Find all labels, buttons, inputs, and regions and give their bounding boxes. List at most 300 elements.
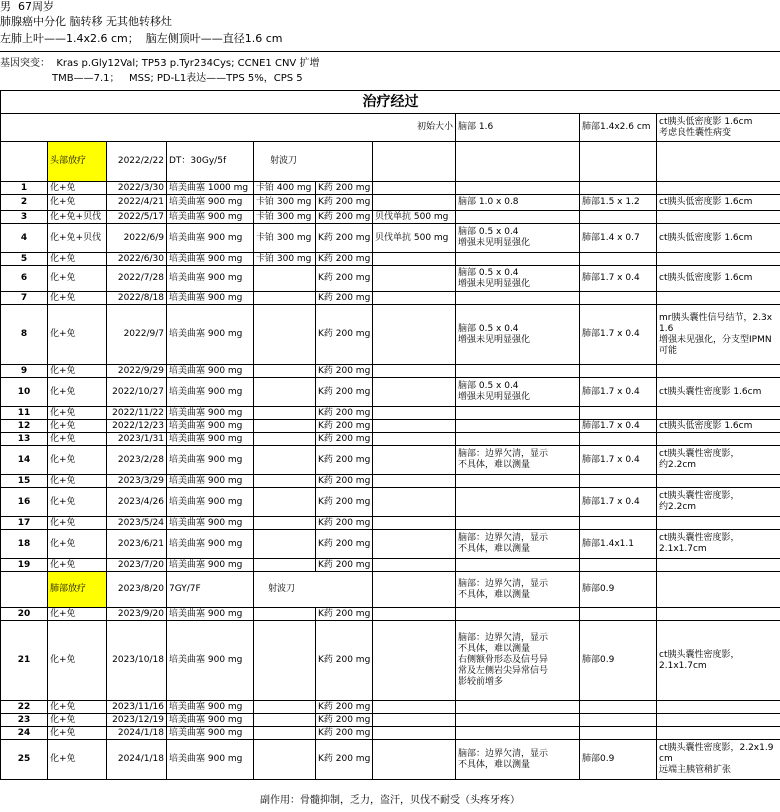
divider <box>0 51 780 52</box>
table-row <box>1 740 780 780</box>
lung-finding <box>580 714 657 727</box>
drug-bevacizumab <box>373 182 456 195</box>
brain-finding <box>456 488 580 517</box>
empty-cell <box>657 572 780 608</box>
regimen: 化+免 <box>48 621 107 701</box>
lung-finding: 肺部0.9 <box>580 621 657 701</box>
drug-pembrolizumab: K药 200 mg <box>316 420 373 433</box>
drug-bevacizumab <box>373 517 456 530</box>
regimen: 化+免 <box>48 530 107 559</box>
cycle-number: 2 <box>1 195 48 211</box>
treatment-date: 2022/7/28 <box>107 266 167 292</box>
drug-carboplatin <box>254 714 316 727</box>
drug-pemetrexed: 培美曲塞 900 mg <box>167 608 254 621</box>
drug-bevacizumab <box>373 530 456 559</box>
empty-cell <box>373 572 456 608</box>
ct-finding <box>657 727 780 740</box>
drug-pembrolizumab: K药 200 mg <box>316 714 373 727</box>
drug-carboplatin <box>254 701 316 714</box>
drug-pembrolizumab: K药 200 mg <box>316 727 373 740</box>
treatment-date: 2023/2/28 <box>107 446 167 475</box>
table-row <box>1 488 780 517</box>
treatment-date: 2022/10/27 <box>107 378 167 407</box>
cycle-number: 14 <box>1 446 48 475</box>
initial-lung: 肺部1.4x2.6 cm <box>580 114 657 142</box>
brain-finding <box>456 608 580 621</box>
drug-carboplatin: 卡铂 300 mg <box>254 195 316 211</box>
drug-carboplatin <box>254 740 316 780</box>
brain-finding <box>456 714 580 727</box>
ct-finding: ct胰头囊性密度影 1.6cm <box>657 378 780 407</box>
drug-pembrolizumab: K药 200 mg <box>316 475 373 488</box>
drug-pemetrexed: 培美曲塞 900 mg <box>167 211 254 224</box>
treatment-date: 2022/6/9 <box>107 224 167 253</box>
lung-finding: 肺部1.7 x 0.4 <box>580 266 657 292</box>
cycle-number: 13 <box>1 433 48 446</box>
drug-pembrolizumab: K药 200 mg <box>316 488 373 517</box>
lung-finding: 肺部1.4 x 0.7 <box>580 224 657 253</box>
drug-pemetrexed: 培美曲塞 900 mg <box>167 714 254 727</box>
ct-finding <box>657 517 780 530</box>
brain-finding: 脑部 0.5 x 0.4 增强未见明显强化 <box>456 224 580 253</box>
treatment-date: 2022/9/29 <box>107 365 167 378</box>
cycle-number: 25 <box>1 740 48 780</box>
table-row <box>1 266 780 292</box>
initial-ct: ct胰头低密度影 1.6cm 考虑良性囊性病变 <box>657 114 780 142</box>
regimen: 化+免 <box>48 727 107 740</box>
ct-finding <box>657 292 780 305</box>
treatment-date: 2022/8/18 <box>107 292 167 305</box>
regimen: 化+免 <box>48 420 107 433</box>
ct-finding: mr胰头囊性信号结节，2.3x1.6 增强未见强化，分支型IPMN可能 <box>657 305 780 365</box>
ct-finding: ct胰头低密度影 1.6cm <box>657 224 780 253</box>
cycle-number: 7 <box>1 292 48 305</box>
drug-pemetrexed: 培美曲塞 900 mg <box>167 559 254 572</box>
lung-finding <box>580 407 657 420</box>
lung-finding <box>580 559 657 572</box>
drug-bevacizumab <box>373 433 456 446</box>
drug-pemetrexed: 培美曲塞 900 mg <box>167 420 254 433</box>
ct-finding <box>657 701 780 714</box>
table-row <box>1 433 780 446</box>
regimen: 化+免 <box>48 517 107 530</box>
initial-brain: 脑部 1.6 <box>456 114 580 142</box>
regimen: 化+免 <box>48 446 107 475</box>
drug-pembrolizumab: K药 200 mg <box>316 517 373 530</box>
drug-pemetrexed: 培美曲塞 900 mg <box>167 530 254 559</box>
drug-carboplatin <box>254 433 316 446</box>
brain-finding <box>456 292 580 305</box>
treatment-date: 2023/3/29 <box>107 475 167 488</box>
treatment-date: 2023/5/24 <box>107 517 167 530</box>
radiotherapy-head-method: 射波刀 <box>254 142 373 182</box>
brain-finding: 脑部 0.5 x 0.4 增强未见明显强化 <box>456 266 580 292</box>
lung-finding: 肺部1.5 x 1.2 <box>580 195 657 211</box>
drug-bevacizumab: 贝伐单抗 500 mg <box>373 211 456 224</box>
treatment-date: 2023/6/21 <box>107 530 167 559</box>
drug-bevacizumab <box>373 365 456 378</box>
drug-pembrolizumab: K药 200 mg <box>316 446 373 475</box>
ct-finding <box>657 475 780 488</box>
lung-finding <box>580 211 657 224</box>
regimen: 化+免 <box>48 378 107 407</box>
regimen: 化+免 <box>48 488 107 517</box>
regimen: 化+免 <box>48 407 107 420</box>
cycle-number: 17 <box>1 517 48 530</box>
table-row <box>1 378 780 407</box>
brain-finding: 脑部：边界欠清，显示 不具体，难以测量 <box>456 740 580 780</box>
table-row <box>1 475 780 488</box>
ct-finding: ct胰头低密度影 1.6cm <box>657 195 780 211</box>
brain-finding: 脑部 0.5 x 0.4 增强未见明显强化 <box>456 305 580 365</box>
drug-bevacizumab <box>373 740 456 780</box>
patient-info: 男 67周岁 <box>0 0 54 13</box>
lung-finding <box>580 608 657 621</box>
cycle-number: 15 <box>1 475 48 488</box>
drug-carboplatin: 卡铂 300 mg <box>254 211 316 224</box>
table-row <box>1 292 780 305</box>
biomarkers: TMB——7.1； MSS; PD-L1表达——TPS 5%，CPS 5 <box>52 73 303 84</box>
table-row <box>1 420 780 433</box>
regimen: 化+免 <box>48 182 107 195</box>
table-row <box>1 211 780 224</box>
treatment-date: 2023/11/16 <box>107 701 167 714</box>
treatment-date: 2024/1/18 <box>107 727 167 740</box>
cycle-number: 24 <box>1 727 48 740</box>
brain-finding <box>456 211 580 224</box>
ct-finding <box>657 407 780 420</box>
cycle-number: 3 <box>1 211 48 224</box>
treatment-date: 2023/10/18 <box>107 621 167 701</box>
drug-pembrolizumab: K药 200 mg <box>316 701 373 714</box>
diagnosis: 肺腺癌中分化 脑转移 无其他转移灶 <box>0 15 172 28</box>
empty-cell <box>1 572 48 608</box>
cycle-number: 22 <box>1 701 48 714</box>
brain-finding: 脑部 1.0 x 0.8 <box>456 195 580 211</box>
lung-finding <box>580 292 657 305</box>
regimen: 化+免 <box>48 714 107 727</box>
lung-finding <box>580 253 657 266</box>
ct-finding: ct胰头低密度影 1.6cm <box>657 266 780 292</box>
cycle-number: 8 <box>1 305 48 365</box>
radiotherapy-head-date: 2022/2/22 <box>107 142 167 182</box>
cycle-number: 4 <box>1 224 48 253</box>
radiotherapy-head-label: 头部放疗 <box>48 142 107 182</box>
treatment-date: 2024/1/18 <box>107 740 167 780</box>
drug-bevacizumab <box>373 266 456 292</box>
ct-finding <box>657 714 780 727</box>
drug-pembrolizumab: K药 200 mg <box>316 530 373 559</box>
brain-finding <box>456 182 580 195</box>
ct-finding <box>657 559 780 572</box>
regimen: 化+免 <box>48 292 107 305</box>
drug-pemetrexed: 培美曲塞 900 mg <box>167 378 254 407</box>
radiotherapy-lung-lung: 肺部0.9 <box>580 572 657 608</box>
drug-bevacizumab <box>373 292 456 305</box>
table-row <box>1 253 780 266</box>
drug-bevacizumab <box>373 714 456 727</box>
drug-bevacizumab <box>373 621 456 701</box>
drug-pembrolizumab: K药 200 mg <box>316 608 373 621</box>
table-row <box>1 727 780 740</box>
treatment-date: 2022/9/7 <box>107 305 167 365</box>
cycle-number: 5 <box>1 253 48 266</box>
drug-carboplatin <box>254 292 316 305</box>
treatment-date: 2023/12/19 <box>107 714 167 727</box>
drug-pemetrexed: 培美曲塞 900 mg <box>167 621 254 701</box>
drug-bevacizumab: 贝伐单抗 500 mg <box>373 224 456 253</box>
radiotherapy-lung-label: 肺部放疗 <box>48 572 107 608</box>
drug-bevacizumab <box>373 727 456 740</box>
drug-carboplatin <box>254 488 316 517</box>
drug-carboplatin <box>254 475 316 488</box>
cycle-number: 10 <box>1 378 48 407</box>
ct-finding <box>657 365 780 378</box>
brain-finding <box>456 365 580 378</box>
table-row <box>1 365 780 378</box>
drug-pembrolizumab: K药 200 mg <box>316 365 373 378</box>
initial-size-label: 初始大小 <box>1 114 456 142</box>
regimen: 化+免 <box>48 740 107 780</box>
drug-carboplatin <box>254 305 316 365</box>
treatment-date: 2022/11/22 <box>107 407 167 420</box>
drug-pembrolizumab: K药 200 mg <box>316 224 373 253</box>
drug-pembrolizumab: K药 200 mg <box>316 266 373 292</box>
drug-pemetrexed: 培美曲塞 900 mg <box>167 253 254 266</box>
drug-bevacizumab <box>373 420 456 433</box>
drug-pembrolizumab: K药 200 mg <box>316 740 373 780</box>
drug-carboplatin <box>254 266 316 292</box>
lung-finding: 肺部0.9 <box>580 740 657 780</box>
brain-finding <box>456 420 580 433</box>
table-row <box>1 407 780 420</box>
brain-finding: 脑部：边界欠清，显示 不具体，难以测量 <box>456 446 580 475</box>
radiotherapy-lung-method: 射波刀 <box>254 572 373 608</box>
drug-pembrolizumab: K药 200 mg <box>316 621 373 701</box>
side-effects: 副作用：骨髓抑制，乏力，盗汗，贝伐不耐受（头疼牙疼） <box>260 795 520 806</box>
lung-finding <box>580 365 657 378</box>
cycle-number: 12 <box>1 420 48 433</box>
drug-pemetrexed: 培美曲塞 900 mg <box>167 292 254 305</box>
drug-carboplatin <box>254 530 316 559</box>
drug-bevacizumab <box>373 488 456 517</box>
lung-finding <box>580 727 657 740</box>
regimen: 化+免 <box>48 475 107 488</box>
brain-finding: 脑部 0.5 x 0.4 增强未见明显强化 <box>456 378 580 407</box>
regimen: 化+免+贝伐 <box>48 211 107 224</box>
ct-finding: ct胰头囊性密度影， 2.1x1.7cm <box>657 530 780 559</box>
drug-carboplatin <box>254 727 316 740</box>
regimen: 化+免 <box>48 305 107 365</box>
drug-pemetrexed: 培美曲塞 900 mg <box>167 407 254 420</box>
drug-pembrolizumab: K药 200 mg <box>316 378 373 407</box>
treatment-date: 2023/1/31 <box>107 433 167 446</box>
regimen: 化+免 <box>48 701 107 714</box>
drug-pemetrexed: 培美曲塞 900 mg <box>167 305 254 365</box>
drug-carboplatin <box>254 407 316 420</box>
drug-pemetrexed: 培美曲塞 900 mg <box>167 224 254 253</box>
table-row <box>1 608 780 621</box>
drug-carboplatin: 卡铂 400 mg <box>254 182 316 195</box>
cycle-number: 23 <box>1 714 48 727</box>
drug-pembrolizumab: K药 200 mg <box>316 253 373 266</box>
drug-pembrolizumab: K药 200 mg <box>316 182 373 195</box>
brain-finding: 脑部：边界欠清，显示 不具体，难以测量 <box>456 530 580 559</box>
table-row <box>1 517 780 530</box>
regimen: 化+免 <box>48 195 107 211</box>
drug-pembrolizumab: K药 200 mg <box>316 211 373 224</box>
drug-pemetrexed: 培美曲塞 900 mg <box>167 433 254 446</box>
table-row <box>1 530 780 559</box>
brain-finding <box>456 475 580 488</box>
lung-finding: 肺部1.7 x 0.4 <box>580 420 657 433</box>
ct-finding: ct胰头囊性密度影， 约2.2cm <box>657 488 780 517</box>
drug-bevacizumab <box>373 253 456 266</box>
lung-finding <box>580 475 657 488</box>
treatment-date: 2022/3/30 <box>107 182 167 195</box>
cycle-number: 18 <box>1 530 48 559</box>
lung-finding <box>580 433 657 446</box>
drug-carboplatin <box>254 378 316 407</box>
lung-finding: 肺部1.4x1.1 <box>580 530 657 559</box>
ct-finding: ct胰头低密度影 1.6cm <box>657 420 780 433</box>
treatment-table <box>0 90 780 780</box>
table-row <box>1 701 780 714</box>
cycle-number: 1 <box>1 182 48 195</box>
table-title: 治疗经过 <box>1 91 780 114</box>
table-row <box>1 305 780 365</box>
brain-finding <box>456 407 580 420</box>
table-row <box>1 714 780 727</box>
drug-bevacizumab <box>373 446 456 475</box>
cycle-number: 11 <box>1 407 48 420</box>
drug-carboplatin <box>254 365 316 378</box>
drug-carboplatin <box>254 621 316 701</box>
lung-finding: 肺部1.7 x 0.4 <box>580 378 657 407</box>
lung-finding <box>580 182 657 195</box>
ct-finding <box>657 608 780 621</box>
radiotherapy-lung-date: 2023/8/20 <box>107 572 167 608</box>
cycle-number: 16 <box>1 488 48 517</box>
tumor-sizes: 左肺上叶——1.4x2.6 cm； 脑左侧顶叶——直径1.6 cm <box>0 32 283 45</box>
drug-pembrolizumab: K药 200 mg <box>316 407 373 420</box>
treatment-date: 2023/9/20 <box>107 608 167 621</box>
regimen: 化+免 <box>48 608 107 621</box>
drug-bevacizumab <box>373 608 456 621</box>
lung-finding: 肺部1.7 x 0.4 <box>580 446 657 475</box>
cycle-number: 9 <box>1 365 48 378</box>
drug-pemetrexed: 培美曲塞 900 mg <box>167 740 254 780</box>
cycle-number: 21 <box>1 621 48 701</box>
radiotherapy-lung-row <box>1 572 780 608</box>
treatment-date: 2023/4/26 <box>107 488 167 517</box>
drug-pemetrexed: 培美曲塞 900 mg <box>167 517 254 530</box>
regimen: 化+免 <box>48 253 107 266</box>
radiotherapy-head-dose: DT：30Gy/5f <box>167 142 254 182</box>
regimen: 化+免 <box>48 365 107 378</box>
ct-finding: ct胰头囊性密度影， 约2.2cm <box>657 446 780 475</box>
drug-pemetrexed: 培美曲塞 900 mg <box>167 195 254 211</box>
table-row <box>1 559 780 572</box>
ct-finding <box>657 211 780 224</box>
treatment-date: 2022/5/17 <box>107 211 167 224</box>
table-row <box>1 195 780 211</box>
radiotherapy-lung-dose: 7GY/7F <box>167 572 254 608</box>
drug-bevacizumab <box>373 559 456 572</box>
ct-finding <box>657 253 780 266</box>
brain-finding: 脑部：边界欠清，显示 不具体，难以测量 右侧额骨形态及信号异 常及左侧岩尖异常信号 影较前增多 <box>456 621 580 701</box>
brain-finding <box>456 433 580 446</box>
cycle-number: 20 <box>1 608 48 621</box>
regimen: 化+免 <box>48 559 107 572</box>
ct-finding <box>657 182 780 195</box>
drug-carboplatin <box>254 446 316 475</box>
drug-bevacizumab <box>373 378 456 407</box>
drug-bevacizumab <box>373 305 456 365</box>
drug-bevacizumab <box>373 195 456 211</box>
treatment-date: 2022/12/23 <box>107 420 167 433</box>
ct-finding: ct胰头囊性密度影，2.2x1.9cm 远端主胰管稍扩张 <box>657 740 780 780</box>
ct-finding: ct胰头囊性密度影， 2.1x1.7cm <box>657 621 780 701</box>
drug-bevacizumab <box>373 701 456 714</box>
ct-finding <box>657 433 780 446</box>
brain-finding <box>456 701 580 714</box>
drug-pemetrexed: 培美曲塞 900 mg <box>167 266 254 292</box>
drug-pembrolizumab: K药 200 mg <box>316 559 373 572</box>
drug-pemetrexed: 培美曲塞 900 mg <box>167 475 254 488</box>
drug-carboplatin: 卡铂 300 mg <box>254 253 316 266</box>
drug-pemetrexed: 培美曲塞 900 mg <box>167 488 254 517</box>
table-row <box>1 446 780 475</box>
brain-finding <box>456 253 580 266</box>
drug-bevacizumab <box>373 475 456 488</box>
treatment-date: 2023/7/20 <box>107 559 167 572</box>
table-row <box>1 224 780 253</box>
drug-pemetrexed: 培美曲塞 900 mg <box>167 446 254 475</box>
radiotherapy-lung-brain: 脑部：边界欠清，显示 不具体，难以测量 <box>456 572 580 608</box>
drug-carboplatin <box>254 559 316 572</box>
drug-pemetrexed: 培美曲塞 1000 mg <box>167 182 254 195</box>
cycle-number: 19 <box>1 559 48 572</box>
drug-carboplatin <box>254 420 316 433</box>
gene-mutations: 基因突变： Kras p.Gly12Val; TP53 p.Tyr234Cys; CCNE1 CNV 扩增 <box>0 58 320 69</box>
brain-finding <box>456 727 580 740</box>
table-row <box>1 621 780 701</box>
cycle-number: 6 <box>1 266 48 292</box>
drug-pemetrexed: 培美曲塞 900 mg <box>167 365 254 378</box>
regimen: 化+免 <box>48 266 107 292</box>
drug-pembrolizumab: K药 200 mg <box>316 305 373 365</box>
drug-carboplatin: 卡铂 300 mg <box>254 224 316 253</box>
treatment-date: 2022/6/30 <box>107 253 167 266</box>
drug-pemetrexed: 培美曲塞 900 mg <box>167 701 254 714</box>
lung-finding: 肺部1.7 x 0.4 <box>580 488 657 517</box>
drug-carboplatin <box>254 517 316 530</box>
drug-pembrolizumab: K药 200 mg <box>316 292 373 305</box>
treatment-date: 2022/4/21 <box>107 195 167 211</box>
table-row <box>1 182 780 195</box>
drug-pembrolizumab: K药 200 mg <box>316 433 373 446</box>
lung-finding <box>580 517 657 530</box>
drug-bevacizumab <box>373 407 456 420</box>
regimen: 化+免+贝伐 <box>48 224 107 253</box>
drug-pembrolizumab: K药 200 mg <box>316 195 373 211</box>
brain-finding <box>456 559 580 572</box>
drug-pemetrexed: 培美曲塞 900 mg <box>167 727 254 740</box>
brain-finding <box>456 517 580 530</box>
drug-carboplatin <box>254 608 316 621</box>
regimen: 化+免 <box>48 433 107 446</box>
